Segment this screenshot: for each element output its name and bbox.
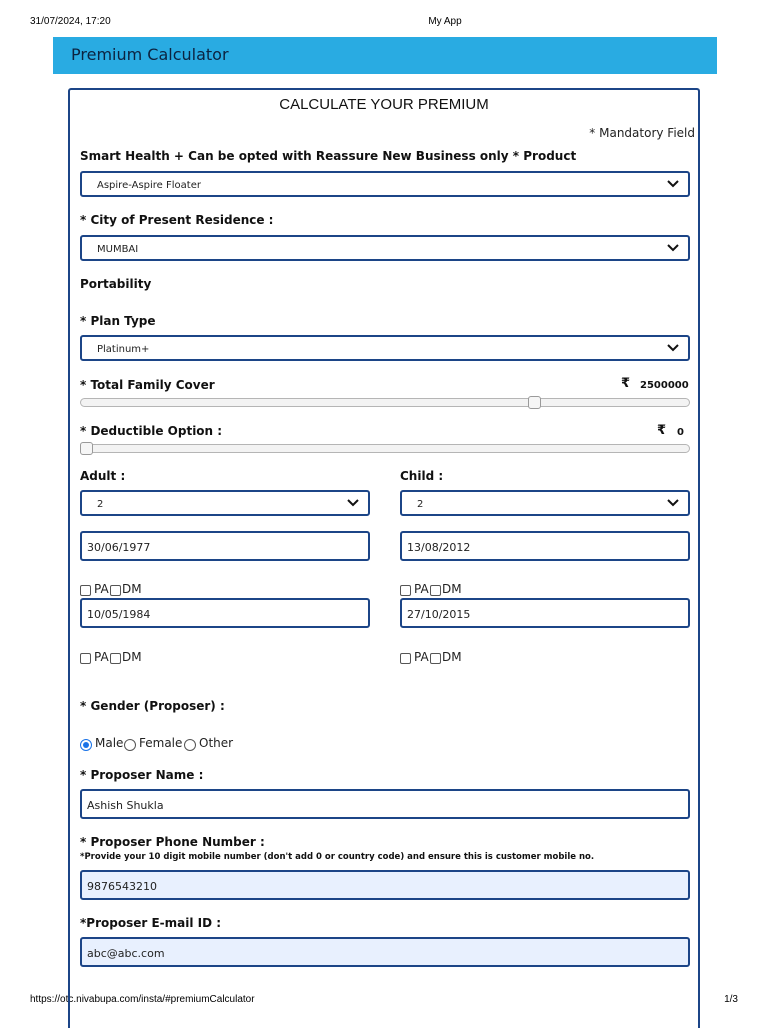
gender-male-radio[interactable]	[80, 739, 92, 751]
child-count-value: 2	[417, 499, 424, 510]
proposer-phone-value: 9876543210	[87, 880, 157, 893]
product-label: Smart Health + Can be opted with Reassure New Business only * Product	[80, 149, 577, 163]
rupee-icon: ₹	[621, 376, 631, 391]
child-1-dob-input[interactable]	[400, 531, 690, 561]
deductible-slider[interactable]	[80, 444, 690, 453]
dm-label: DM	[442, 582, 462, 596]
product-select[interactable]	[80, 171, 690, 197]
child-2-dob-input[interactable]	[400, 598, 690, 628]
chevron-down-icon	[666, 178, 680, 190]
slider-thumb[interactable]	[80, 442, 93, 455]
portability-label: Portability	[80, 277, 152, 291]
adult-1-dob-input[interactable]	[80, 531, 370, 561]
adult-2-options	[80, 650, 180, 666]
pa-label: PA	[414, 650, 429, 664]
adult-count-select[interactable]	[80, 490, 370, 516]
child-count-select[interactable]	[400, 490, 690, 516]
chevron-down-icon	[666, 497, 680, 509]
gender-male-label: Male	[95, 736, 124, 750]
print-page-number: 1/3	[724, 994, 738, 1005]
child-1-options	[400, 582, 500, 598]
adult-2-dob-value: 10/05/1984	[87, 608, 151, 621]
dm-label: DM	[442, 650, 462, 664]
deductible-value: 0	[677, 427, 684, 438]
plan-type-select[interactable]	[80, 335, 690, 361]
product-value: Aspire-Aspire Floater	[97, 180, 201, 191]
adult-1-pa-checkbox[interactable]	[80, 585, 91, 596]
print-app-title: My App	[428, 16, 462, 27]
print-datetime: 31/07/2024, 17:20	[30, 16, 111, 27]
adult-1-dob-value: 30/06/1977	[87, 541, 151, 554]
gender-female-radio[interactable]	[124, 739, 136, 751]
pa-label: PA	[94, 650, 109, 664]
adult-count-value: 2	[97, 499, 104, 510]
adult-label: Adult :	[80, 469, 126, 483]
adult-1-dm-checkbox[interactable]	[110, 585, 121, 596]
proposer-name-input[interactable]	[80, 789, 690, 819]
proposer-name-value: Ashish Shukla	[87, 799, 164, 812]
page-title: Premium Calculator	[71, 45, 229, 64]
pa-label: PA	[414, 582, 429, 596]
gender-other-radio[interactable]	[184, 739, 196, 751]
child-2-dm-checkbox[interactable]	[430, 653, 441, 664]
total-family-cover-slider[interactable]	[80, 398, 690, 407]
total-family-cover-label: * Total Family Cover	[80, 378, 215, 392]
proposer-name-label: * Proposer Name :	[80, 768, 204, 782]
deductible-label: * Deductible Option :	[80, 424, 223, 438]
adult-2-pa-checkbox[interactable]	[80, 653, 91, 664]
total-family-cover-value: 2500000	[640, 380, 689, 391]
city-value: MUMBAI	[97, 244, 139, 255]
proposer-phone-note: *Provide your 10 digit mobile number (don't add 0 or country code) and ensure this is customer mobile no.	[80, 852, 595, 862]
plan-type-label: * Plan Type	[80, 314, 156, 328]
proposer-email-value: abc@abc.com	[87, 947, 165, 960]
print-header	[0, 16, 768, 32]
plan-type-value: Platinum+	[97, 344, 150, 355]
adult-2-dm-checkbox[interactable]	[110, 653, 121, 664]
child-2-options	[400, 650, 500, 666]
gender-female-label: Female	[139, 736, 183, 750]
adult-1-options	[80, 582, 180, 598]
app-header	[53, 37, 717, 74]
child-2-dob-value: 27/10/2015	[407, 608, 471, 621]
chevron-down-icon	[666, 242, 680, 254]
gender-label: * Gender (Proposer) :	[80, 699, 225, 713]
child-2-pa-checkbox[interactable]	[400, 653, 411, 664]
gender-other-label: Other	[199, 736, 234, 750]
child-1-pa-checkbox[interactable]	[400, 585, 411, 596]
child-1-dm-checkbox[interactable]	[430, 585, 441, 596]
chevron-down-icon	[346, 497, 360, 509]
chevron-down-icon	[666, 342, 680, 354]
city-select[interactable]	[80, 235, 690, 261]
proposer-phone-label: * Proposer Phone Number :	[80, 835, 265, 849]
adult-2-dob-input[interactable]	[80, 598, 370, 628]
city-label: * City of Present Residence :	[80, 213, 274, 227]
form-title: CALCULATE YOUR PREMIUM	[279, 96, 489, 113]
print-url: https://otc.nivabupa.com/insta/#premiumCalculator	[30, 994, 255, 1005]
mandatory-note: * Mandatory Field	[589, 126, 695, 140]
child-label: Child :	[400, 469, 444, 483]
proposer-email-input[interactable]	[80, 937, 690, 967]
proposer-email-label: *Proposer E-mail ID :	[80, 916, 222, 930]
child-1-dob-value: 13/08/2012	[407, 541, 471, 554]
dm-label: DM	[122, 582, 142, 596]
pa-label: PA	[94, 582, 109, 596]
slider-thumb[interactable]	[528, 396, 541, 409]
dm-label: DM	[122, 650, 142, 664]
rupee-icon: ₹	[657, 423, 667, 438]
proposer-phone-input[interactable]	[80, 870, 690, 900]
